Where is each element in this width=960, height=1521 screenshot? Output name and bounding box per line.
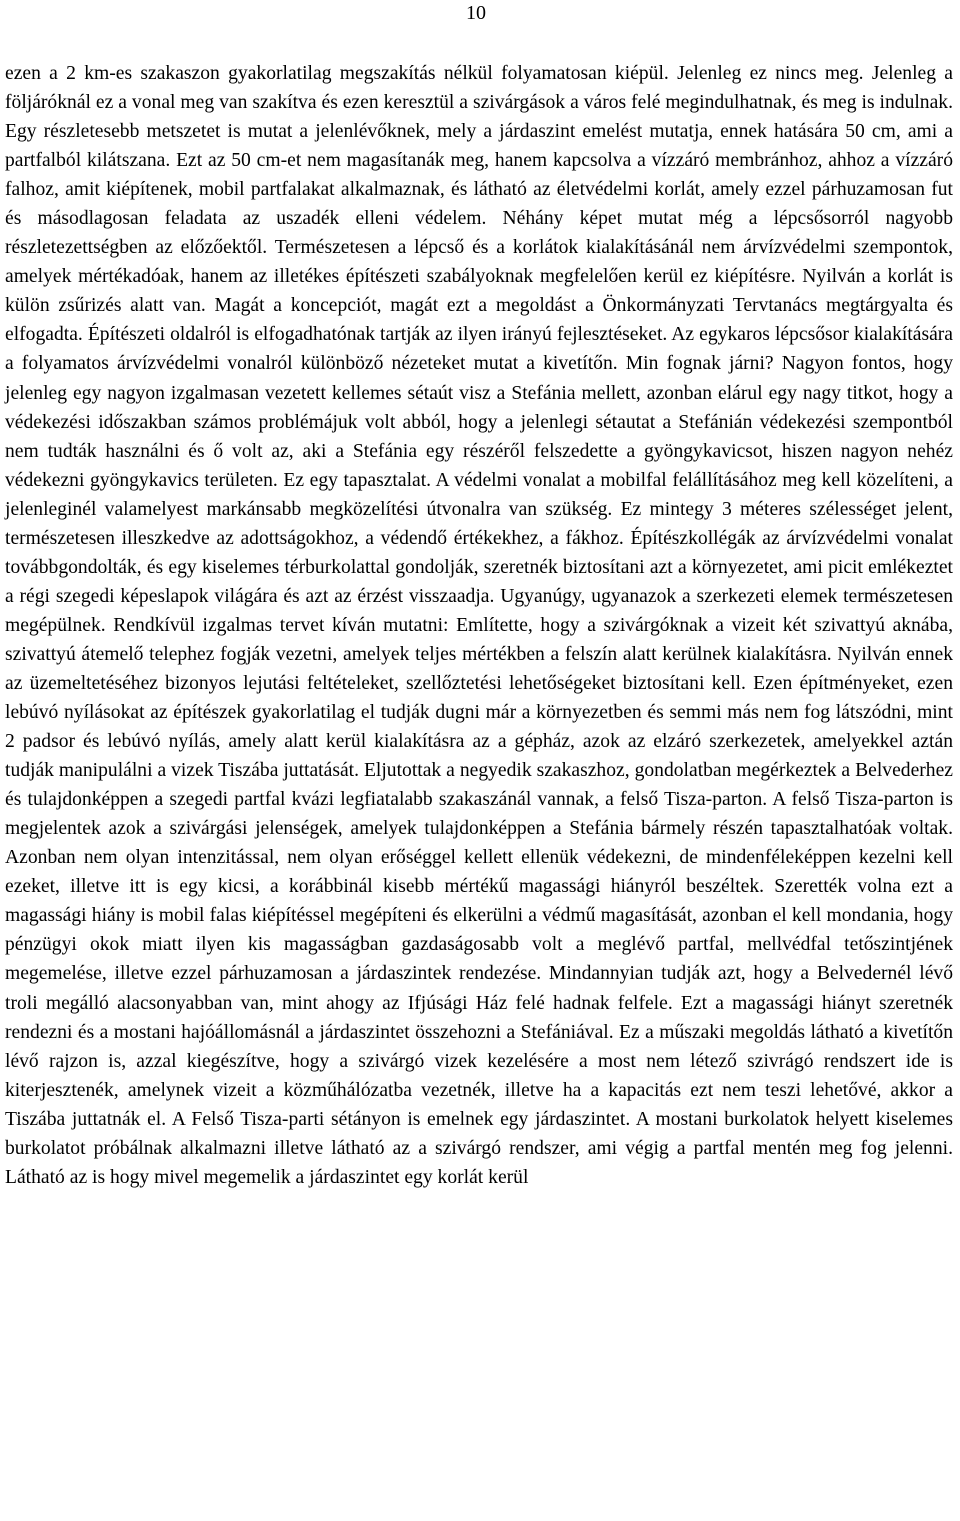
page-number: 10 [466, 2, 486, 24]
body-paragraph: ezen a 2 km-es szakaszon gyakorlatilag megszakítás nélkül folyamatosan kiépül. Jelenleg ez nincs meg. Jelenleg a följáróknál ez a vonal meg van szakítva és ezen keresztül a szivárgások a város felé megindulhatnak, és meg is indulnak. Egy részletesebb metszetet is mutat a jelenlévőknek, mely a járdaszint emelést mutatja, ennek hatására 50 cm, ami a partfalból kilátszana. Ezt az 50 cm-et nem magasítanák meg, hanem kapcsolva a vízzáró membránhoz, ahhoz a vízzáró falhoz, amit kiépítenek, mobil partfalakat alkalmaznak, és látható az életvédelmi korlát, amely ezzel párhuzamosan fut és másodlagosan feladata az uszadék elleni védelem. Néhány képet mutat még a lépcsősorról nagyobb részletezettségben az előzőektől. Természetesen a lépcső és a korlátok kialakításánál nem árvízvédelmi szempontok, amelyek mértékadóak, hanem az illetékes építészeti szabályoknak megfelelően kerül ez kiépítésre. Nyilván a korlát is külön zsűrizés alatt van. Magát a koncepciót, magát ezt a megoldást a Önkormányzati Tervtanács megtárgyalta és elfogadta. Építészeti oldalról is elfogadhatónak tartják az ilyen irányú fejlesztéseket. Az egykaros lépcsősor kialakítására a folyamatos árvízvédelmi vonalról különböző nézeteket mutat a kivetítőn. Min fognak járni? Nagyon fontos, hogy jelenleg egy nagyon izgalmasan vezetett kellemes sétaút visz a Stefánia mellett, azonban elárul egy nagy titkot, hogy a védekezési időszakban számos problémájuk volt abból, hogy a jelenlegi sétautat a Stefánián védekezési szempontból nem tudták használni és ő volt az, aki a Stefánia egy részéről felszedette a gyöngykavicsot, hiszen nagyon nehéz védekezni gyöngykavics területen. Ez egy tapasztalat. A védelmi vonalat a mobilfal felállításához meg kell közelíteni, a jelenleginél valamelyest markánsabb megközelítési útvonalra van szükség. Ez mintegy 3 méteres szélességet jelent, természetesen illeszkedve az adottságokhoz, a védendő értékekhez, a fákhoz. Építészkollégák az árvízvédelmi vonalat továbbgondolták, és egy kiselemes térburkolattal gondolják, szeretnék biztosítani azt a környezetet, ami picit emlékeztet a régi szegedi képeslapok világára és azt az érzést visszaadja. Ugyanúgy, ugyanazok a szerkezeti elemek természetesen megépülnek. Rendkívül izgalmas tervet kíván mutatni: Említette, hogy a szivárgóknak a vizeit két szivattyú aknába, szivattyú átemelő telephez fogják vezetni, amelyek teljes mértékben a felszín alatt kerülnek kialakításra. Nyilván ennek az üzemeltetéséhez bizonyos lejutási feltételeket, szellőztetési lehetőségeket biztosítani kell. Ezen építményeket, ezen lebúvó nyílásokat az építészek gyakorlatilag el tudják dugni már a környezetben és semmi más nem fog látszódni, mint 2 padsor és lebúvó nyílás, amely alatt kerül kialakításra az a gépház, azok az elzáró szerkezetek, amelyekkel aztán tudják manipulálni a vizek Tiszába juttatását. Eljutottak a negyedik szakaszhoz, gondolatban megérkeztek a Belvederhez és tulajdonképpen a szegedi partfal kvázi legfiatalabb szakaszánál vannak, a felső Tisza-parton. A felső Tisza-parton is megjelentek azok a szivárgási jelenségek, amelyek tulajdonképpen a Stefánia bármely részén tapasztalhatóak voltak. Azonban nem olyan intenzitással, nem olyan erőséggel kellett ellenük védekezni, de mindenféleképpen kezelni kell ezeket, illetve itt is egy kicsi, a korábbinál kisebb mértékű magassági hiányról beszéltek. Szerették volna ezt a magassági hiány is mobil falas kiépítéssel megépíteni és elkerülni a védmű magasítását, azonban el kell mondania, hogy pénzügyi okok miatt ilyen kis magasságban gazdaságosabb volt a meglévő partfal, mellvédfal tetőszintjének megemelése, illetve ezzel párhuzamosan a járdaszintek rendezése. Mindannyian tudják azt, hogy a Belvedernél lévő troli megálló alacsonyabban van, mint ahogy az Ifjúsági Ház felé hadnak felfele. Ezt a magassági hiányt szeretnék rendezni és a mostani hajóállomásnál a járdaszintet összehozni a Stefániával. Ez a műszaki megoldás látható a kivetítőn lévő rajzon is, azzal kiegészítve, hogy a szivárgó vizek kezelésére a most nem létező szivrágó rendszert ide is kiterjesztenék, amelynek vizeit a közműhálózatba vezetnék, illetve ha a kapacitás ezt nem teszi lehetővé, akkor a Tiszába juttatnák el. A Felső Tisza-parti sétányon is emelnek egy járdaszintet. A mostani burkolatok helyett kiselemes burkolatot próbálnak alkalmazni illetve látható az a szivárgó rendszer, ami végig a partfal mentén meg fog jelenni. Látható az is hogy mivel megemelik a járdaszintet egy korlát kerül [5, 63, 953, 1188]
